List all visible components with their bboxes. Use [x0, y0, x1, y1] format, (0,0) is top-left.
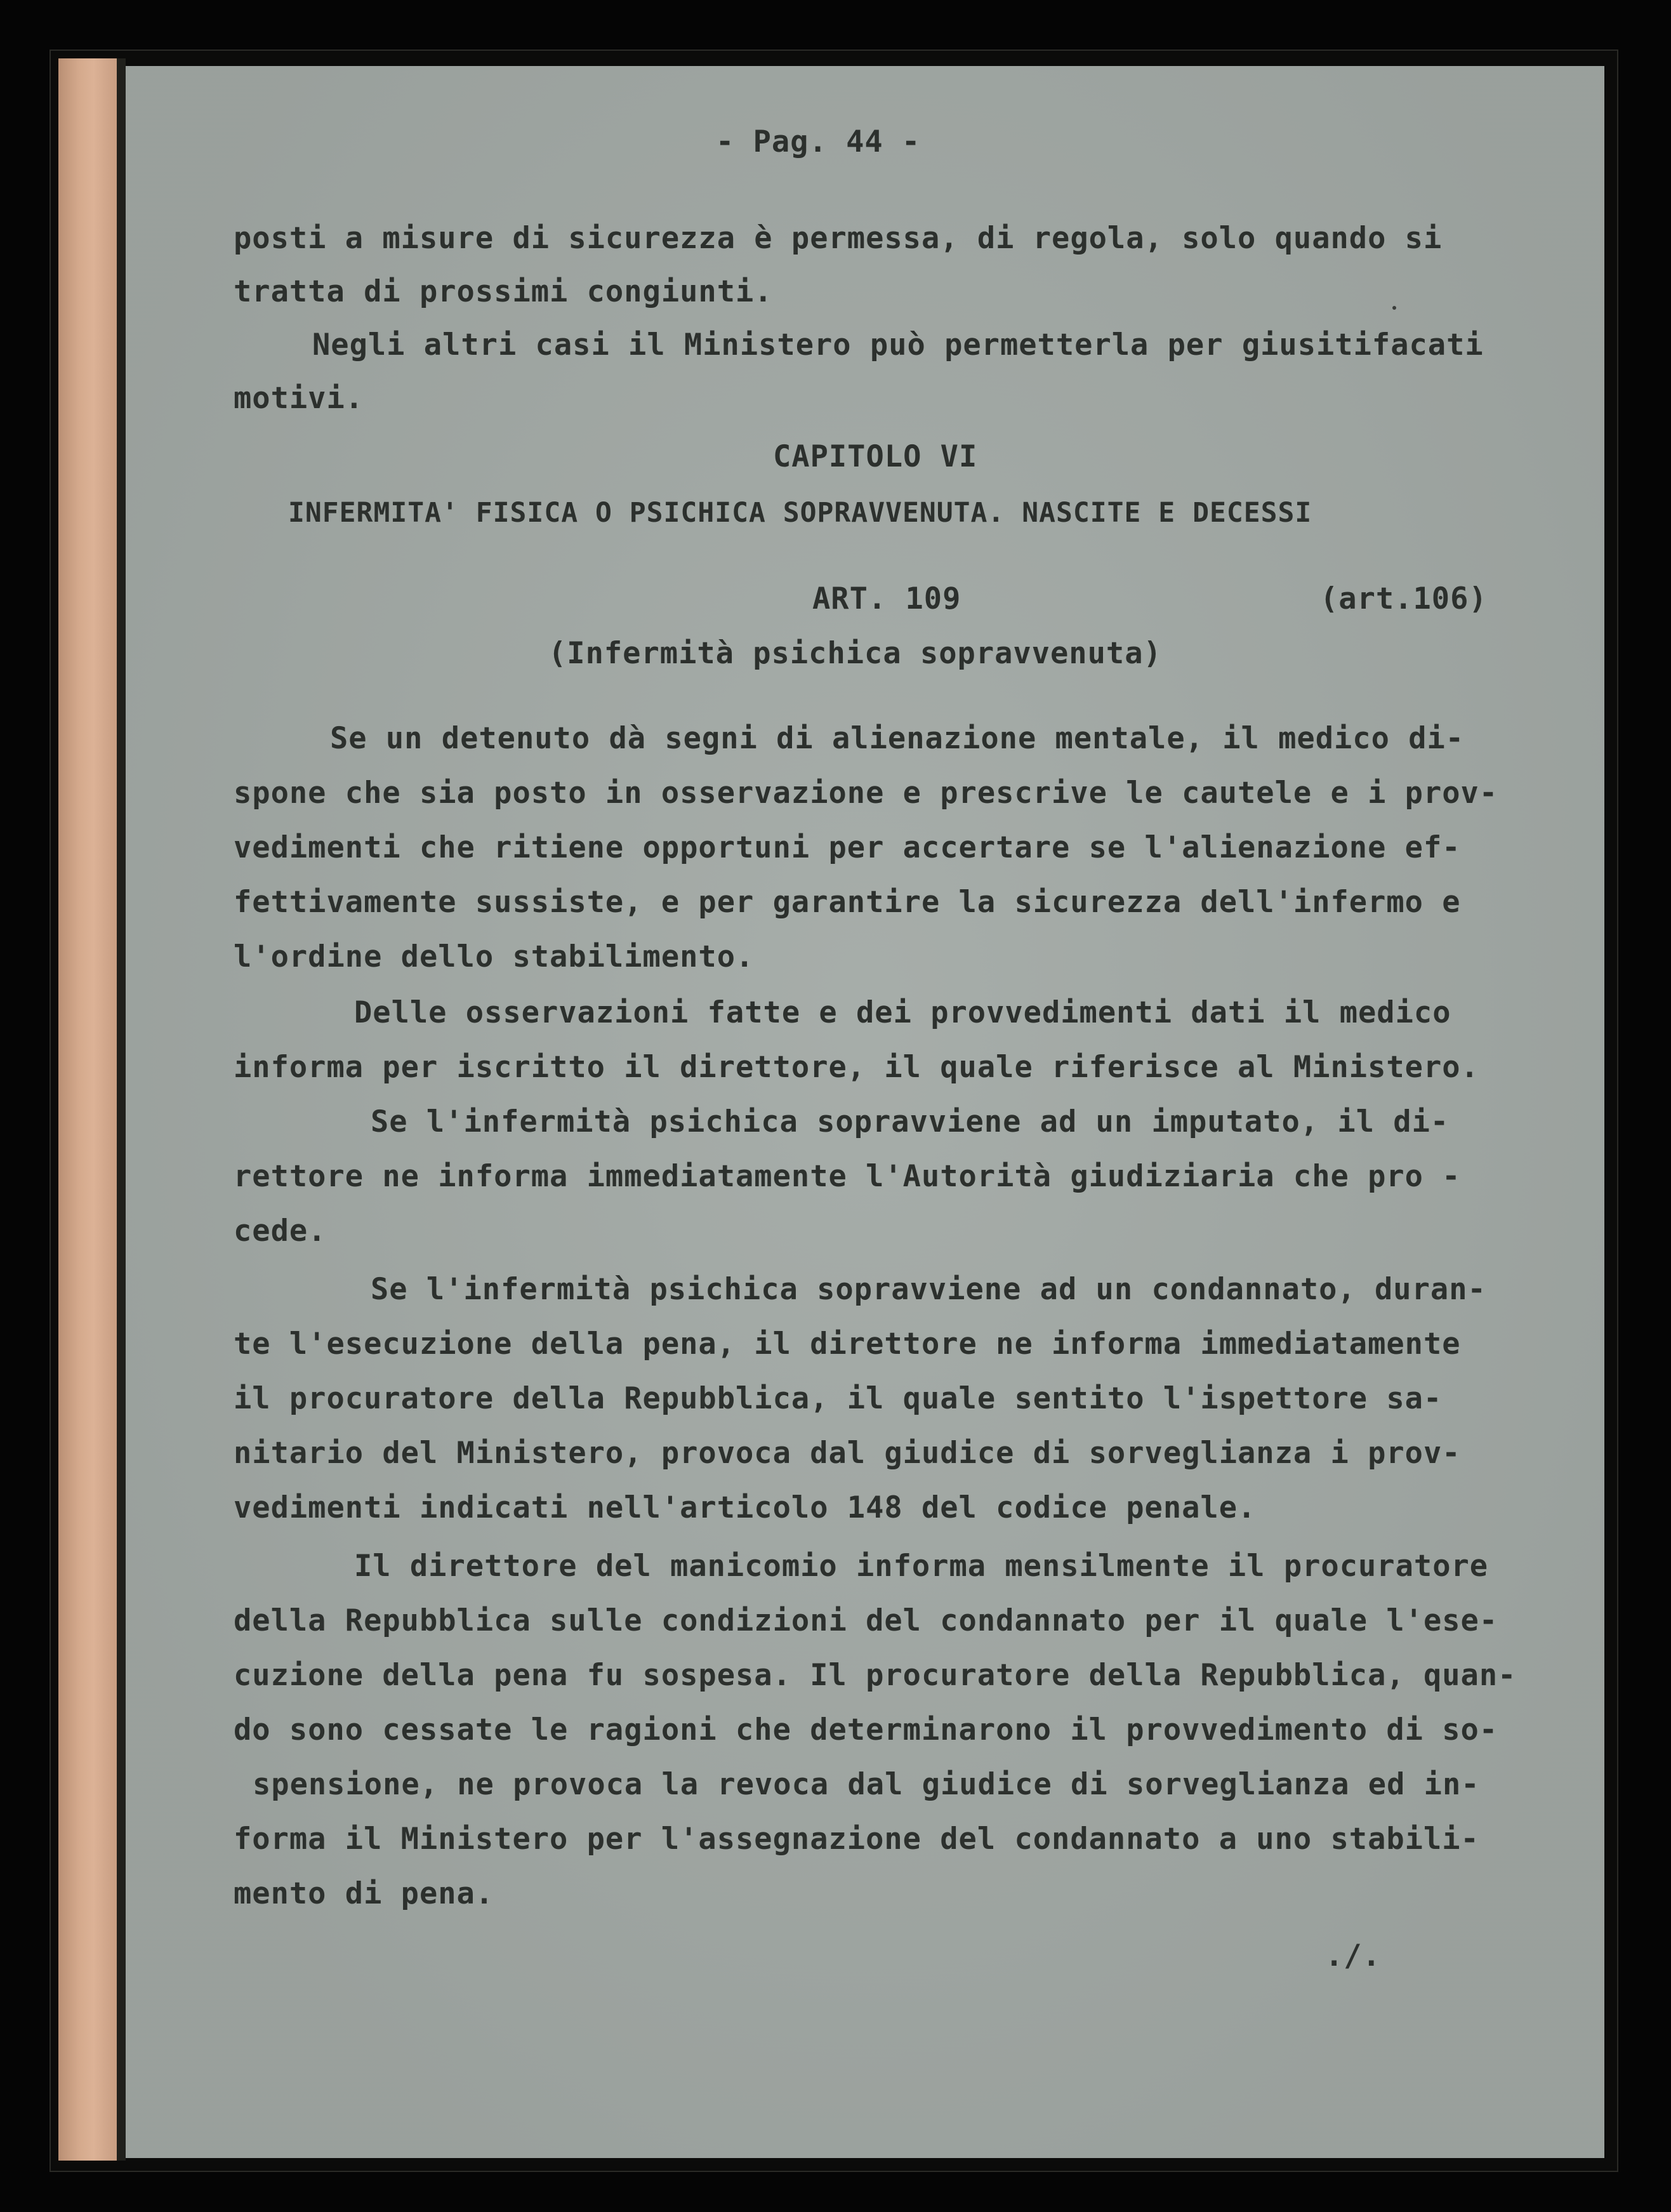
text-line: vedimenti che ritiene opportuni per accertare se l'alienazione ef-: [234, 830, 1461, 865]
text-line: do sono cessate le ragioni che determinarono il provvedimento di so-: [234, 1712, 1498, 1747]
text-line: nitario del Ministero, provoca dal giudice di sorveglianza i prov-: [234, 1436, 1461, 1471]
paper-edge-shadow: [117, 58, 126, 2161]
text-line: della Repubblica sulle condizioni del condannato per il quale l'ese-: [234, 1603, 1498, 1638]
text-line: posti a misure di sicurezza è permessa, di regola, solo quando si: [234, 221, 1443, 256]
text-line: rettore ne informa immediatamente l'Autorità giudiziaria che pro -: [234, 1159, 1461, 1194]
text-line: fettivamente sussiste, e per garantire la sicurezza dell'infermo e: [234, 885, 1461, 920]
text-line: Se l'infermità psichica sopravviene ad un condannato, duran-: [371, 1272, 1486, 1307]
chapter-title: INFERMITA' FISICA O PSICHICA SOPRAVVENUTA. NASCITE E DECESSI: [288, 497, 1312, 529]
article-number: ART. 109: [812, 581, 961, 616]
text-line: mento di pena.: [234, 1876, 494, 1911]
text-line: informa per iscritto il direttore, il quale riferisce al Ministero.: [234, 1050, 1479, 1085]
text-line: il procuratore della Repubblica, il quale sentito l'ispettore sa-: [234, 1381, 1443, 1416]
text-line: cuzione della pena fu sospesa. Il procuratore della Repubblica, quan-: [234, 1658, 1517, 1693]
chapter-number: CAPITOLO VI: [773, 439, 978, 474]
article-subtitle: (Infermità psichica sopravvenuta): [548, 636, 1162, 671]
text-line: spensione, ne provoca la revoca dal giudice di sorveglianza ed in-: [253, 1767, 1480, 1802]
text-line: motivi.: [234, 381, 364, 416]
text-line: tratta di prossimi congiunti.: [234, 274, 773, 309]
text-line: Il direttore del manicomio informa mensilmente il procuratore: [354, 1549, 1489, 1584]
paper-edge-strip: [58, 58, 117, 2161]
text-line: cede.: [234, 1214, 327, 1248]
continuation-mark: ./.: [1325, 1938, 1381, 1973]
text-line: Delle osservazioni fatte e dei provvedimenti dati il medico: [354, 995, 1451, 1030]
page-number: - Pag. 44 -: [716, 124, 921, 159]
ink-speck: [1392, 306, 1396, 310]
text-line: vedimenti indicati nell'articolo 148 del codice penale.: [234, 1490, 1257, 1525]
text-line: l'ordine dello stabilimento.: [234, 939, 755, 974]
text-line: Se l'infermità psichica sopravviene ad un imputato, il di-: [371, 1104, 1450, 1139]
text-line: spone che sia posto in osservazione e prescrive le cautele e i prov-: [234, 776, 1498, 811]
article-reference: (art.106): [1320, 581, 1488, 616]
text-line: te l'esecuzione della pena, il direttore ne informa immediatamente: [234, 1327, 1461, 1361]
text-line: Se un detenuto dà segni di alienazione mentale, il medico di-: [330, 721, 1465, 756]
typewritten-page: [126, 66, 1604, 2158]
text-line: Negli altri casi il Ministero può permetterla per giusitifacati: [312, 328, 1484, 362]
text-line: forma il Ministero per l'assegnazione del condannato a uno stabili-: [234, 1822, 1479, 1857]
